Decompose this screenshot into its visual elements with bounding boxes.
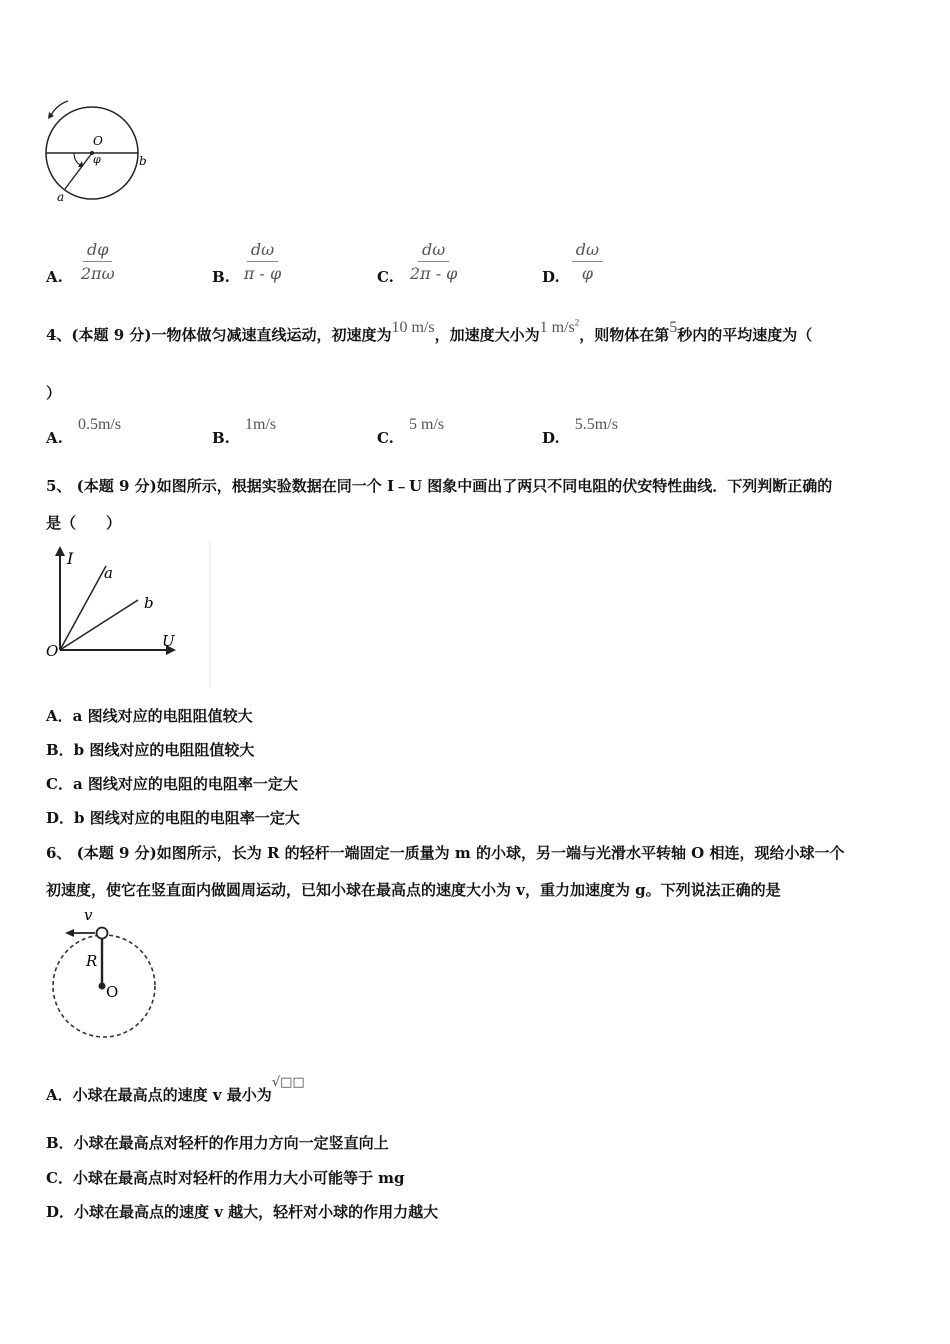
q6-o-label: O — [106, 983, 119, 1001]
q4-acceleration-exp: 2 — [574, 317, 580, 328]
q4-initial-velocity: 10 m/s — [391, 319, 435, 336]
q4-option-a-value: 0.5m/s — [77, 416, 122, 433]
q4-mid2: ，则物体在第 — [579, 326, 670, 344]
q6-v-label: v — [84, 906, 93, 924]
q4-prefix: 4、(本题 9 分)一物体做匀减速直线运动，初速度为 — [46, 326, 392, 344]
q3-option-d-fraction: $\frac{d\omega}{\varphi}$ — [572, 240, 603, 283]
q3-circle-figure — [38, 95, 153, 210]
q4-second-number: 5 — [669, 319, 678, 336]
q4-option-c[interactable] — [377, 414, 445, 447]
q6-option-a-sqrt: √□□ — [271, 1075, 305, 1090]
q3-option-b-fraction: $\frac{d\omega}{\pi - \varphi}$ — [243, 239, 282, 283]
q5-line-a-label: a — [104, 564, 113, 582]
q6-option-c[interactable]: C．小球在最高点时对轻杆的作用力大小可能等于 mg — [46, 1169, 405, 1187]
q6-option-a-text: A．小球在最高点的速度 v 最小为 — [46, 1086, 272, 1104]
q3-label-a: a — [57, 190, 65, 204]
q5-iu-graph — [40, 542, 215, 690]
q4-option-b-value: 1m/s — [245, 416, 277, 433]
q4-stem — [46, 317, 813, 345]
q4-acceleration: 1 $m/s^2$ — [539, 317, 580, 336]
q4-option-a[interactable] — [46, 414, 122, 447]
q6-stem-line1: 6、 (本题 9 分)如图所示，长为 R 的轻杆一端固定一质量为 m 的小球，另一端与光滑水平转轴 O 相连，现给小球一个 — [46, 844, 845, 862]
q6-option-a[interactable] — [46, 1075, 305, 1105]
q5-x-axis-label: U — [162, 632, 175, 650]
q5-line-b-label: b — [144, 594, 154, 612]
q6-stem-line2: 初速度，使它在竖直面内做圆周运动，已知小球在最高点的速度大小为 v，重力加速度为 g。下列说法正确的是 — [46, 881, 781, 899]
q3-option-a[interactable] — [46, 236, 119, 286]
q3-label-o: O — [93, 134, 103, 148]
q4-option-c-letter: C. — [377, 429, 394, 447]
q3-option-c-letter: C. — [377, 268, 394, 286]
q3-option-b[interactable] — [212, 236, 285, 286]
q3-option-c-fraction: $\frac{d\omega}{2\pi - \varphi}$ — [409, 239, 458, 283]
q6-option-b[interactable]: B．小球在最高点对轻杆的作用力方向一定竖直向上 — [46, 1134, 389, 1152]
q4-option-b[interactable] — [212, 414, 277, 447]
q3-option-d[interactable] — [542, 236, 603, 286]
q6-r-label: R — [86, 952, 98, 970]
q5-stem-line1: 5、 (本题 9 分)如图所示，根据实验数据在同一个 I﹣U 图象中画出了两只不同电阻的伏安特性曲线．下列判断正确的 — [46, 477, 833, 495]
q3-option-a-letter: A. — [46, 268, 63, 286]
q3-label-b: b — [139, 154, 147, 168]
q3-option-c[interactable] — [377, 236, 461, 286]
q4-mid1: ，加速度大小为 — [434, 326, 540, 344]
q4-option-d-letter: D. — [542, 429, 560, 447]
q4-option-d-value: 5.5m/s — [574, 416, 618, 433]
q4-option-d[interactable] — [542, 414, 618, 447]
q5-option-c[interactable]: C．a 图线对应的电阻的电阻率一定大 — [46, 775, 298, 793]
q5-option-b[interactable]: B．b 图线对应的电阻阻值较大 — [46, 741, 255, 759]
q5-option-d[interactable]: D．b 图线对应的电阻的电阻率一定大 — [46, 809, 300, 827]
q5-stem-line2: 是（ ） — [46, 514, 122, 532]
q3-option-a-fraction: $\frac{d\varphi}{2\pi\omega}$ — [80, 239, 115, 283]
q5-option-a[interactable]: A．a 图线对应的电阻阻值较大 — [46, 707, 253, 725]
q5-y-axis-label: I — [67, 549, 74, 568]
q6-rod-circle-figure — [48, 906, 163, 1046]
q4-close-paren: ） — [46, 384, 62, 402]
q3-option-b-letter: B. — [212, 268, 230, 286]
q4-option-b-letter: B. — [212, 429, 230, 447]
q3-option-d-letter: D. — [542, 268, 560, 286]
q6-option-d[interactable]: D．小球在最高点的速度 v 越大，轻杆对小球的作用力越大 — [46, 1203, 439, 1221]
q4-option-c-value: 5 m/s — [409, 416, 445, 433]
q4-option-a-letter: A. — [46, 429, 63, 447]
q4-suffix: 秒内的平均速度为（ — [677, 326, 813, 344]
q3-label-phi: φ — [93, 153, 101, 166]
q5-origin-label: O — [46, 642, 59, 660]
